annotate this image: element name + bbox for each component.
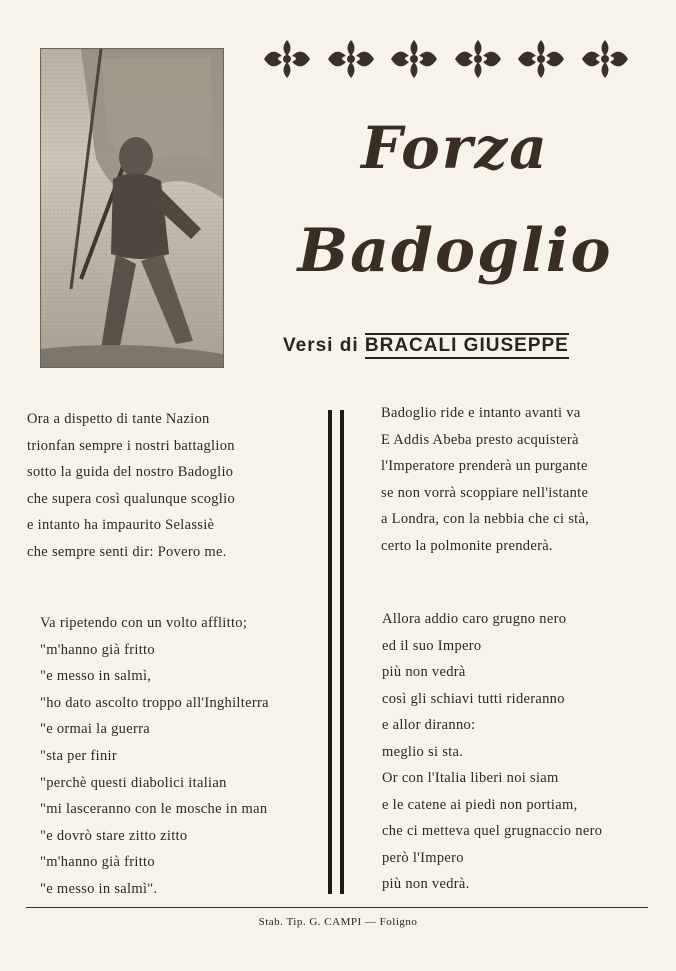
verse-line: se non vorrà scoppiare nell'istante: [381, 484, 589, 501]
author-name: BRACALI GIUSEPPE: [365, 333, 569, 359]
verse-line: certo la polmonite prenderà.: [381, 537, 553, 554]
column-divider: [340, 410, 344, 894]
verse-line: E Addis Abeba presto acquisterà: [381, 431, 579, 448]
verse-line: Va ripetendo con un volto afflitto;: [40, 615, 248, 631]
verse-line: più non vedrà: [382, 664, 466, 680]
verse-line: che sempre senti dir: Povero me.: [27, 543, 227, 560]
floral-ornament-icon: [514, 36, 568, 82]
stanza-left-1: [27, 406, 235, 565]
column-divider: [328, 410, 332, 894]
floral-ornament-icon: [260, 36, 314, 82]
verse-line: che ci metteva quel grugnaccio nero: [382, 823, 603, 839]
verse-line: Ora a dispetto di tante Nazion: [27, 411, 210, 427]
verse-line: "e messo in salmì".: [40, 880, 158, 897]
verse-line: trionfan sempre i nostri battaglion: [27, 437, 235, 454]
soldier-illustration: [40, 48, 224, 368]
floral-ornament-icon: [451, 36, 505, 82]
footer-rule: [26, 907, 648, 908]
ornament-band: [260, 34, 632, 84]
verse-line: però l'Impero: [382, 849, 464, 866]
verse-line: sotto la guida del nostro Badoglio: [27, 464, 234, 480]
title-line-2: Badoglio: [297, 216, 613, 286]
verse-line: così gli schiavi tutti rideranno: [382, 690, 565, 707]
stanza-right-2: [382, 606, 602, 898]
verse-line: Badoglio ride e intanto avanti va: [381, 405, 581, 421]
stanza-right-1: [381, 400, 589, 559]
verse-line: "ho dato ascolto troppo all'Inghilterra: [40, 694, 269, 711]
verse-line: "e messo in salmì,: [40, 668, 152, 685]
floral-ornament-icon: [387, 36, 441, 82]
verse-line: "e dovrò stare zitto zitto: [40, 827, 188, 844]
soldier-with-flag-icon: [41, 49, 223, 367]
verse-line: più non vedrà.: [382, 876, 470, 892]
printer-credit: Stab. Tip. G. CAMPI — Foligno: [258, 916, 418, 928]
author-credit: [283, 333, 628, 359]
verse-line: Allora addio caro grugno nero: [382, 611, 567, 627]
floral-ornament-icon: [578, 36, 632, 82]
verse-line: e allor diranno:: [382, 717, 476, 733]
verse-line: l'Imperatore prenderà un purgante: [381, 458, 588, 474]
verse-line: "sta per finir: [40, 747, 117, 764]
verse-line: che supera così qualunque scoglio: [27, 490, 236, 507]
verse-line: Or con l'Italia liberi noi siam: [382, 770, 559, 786]
floral-ornament-icon: [324, 36, 378, 82]
verse-line: "perchè questi diabolici italian: [40, 774, 227, 791]
title-line-1: Forza: [361, 114, 549, 182]
verse-line: "m'hanno già fritto: [40, 641, 155, 658]
verse-line: a Londra, con la nebbia che ci stà,: [381, 511, 590, 527]
author-prefix: Versi di: [283, 335, 359, 356]
verse-line: "e ormai la guerra: [40, 721, 150, 738]
verse-line: "m'hanno già fritto: [40, 854, 155, 871]
verse-line: "mi lasceranno con le mosche in man: [40, 801, 268, 818]
verse-line: ed il suo Impero: [382, 637, 482, 654]
stanza-left-2: [40, 610, 269, 903]
verse-line: meglio si sta.: [382, 743, 464, 760]
verse-line: e le catene ai piedi non portiam,: [382, 796, 578, 813]
verse-line: e intanto ha impaurito Selassiè: [27, 517, 215, 533]
